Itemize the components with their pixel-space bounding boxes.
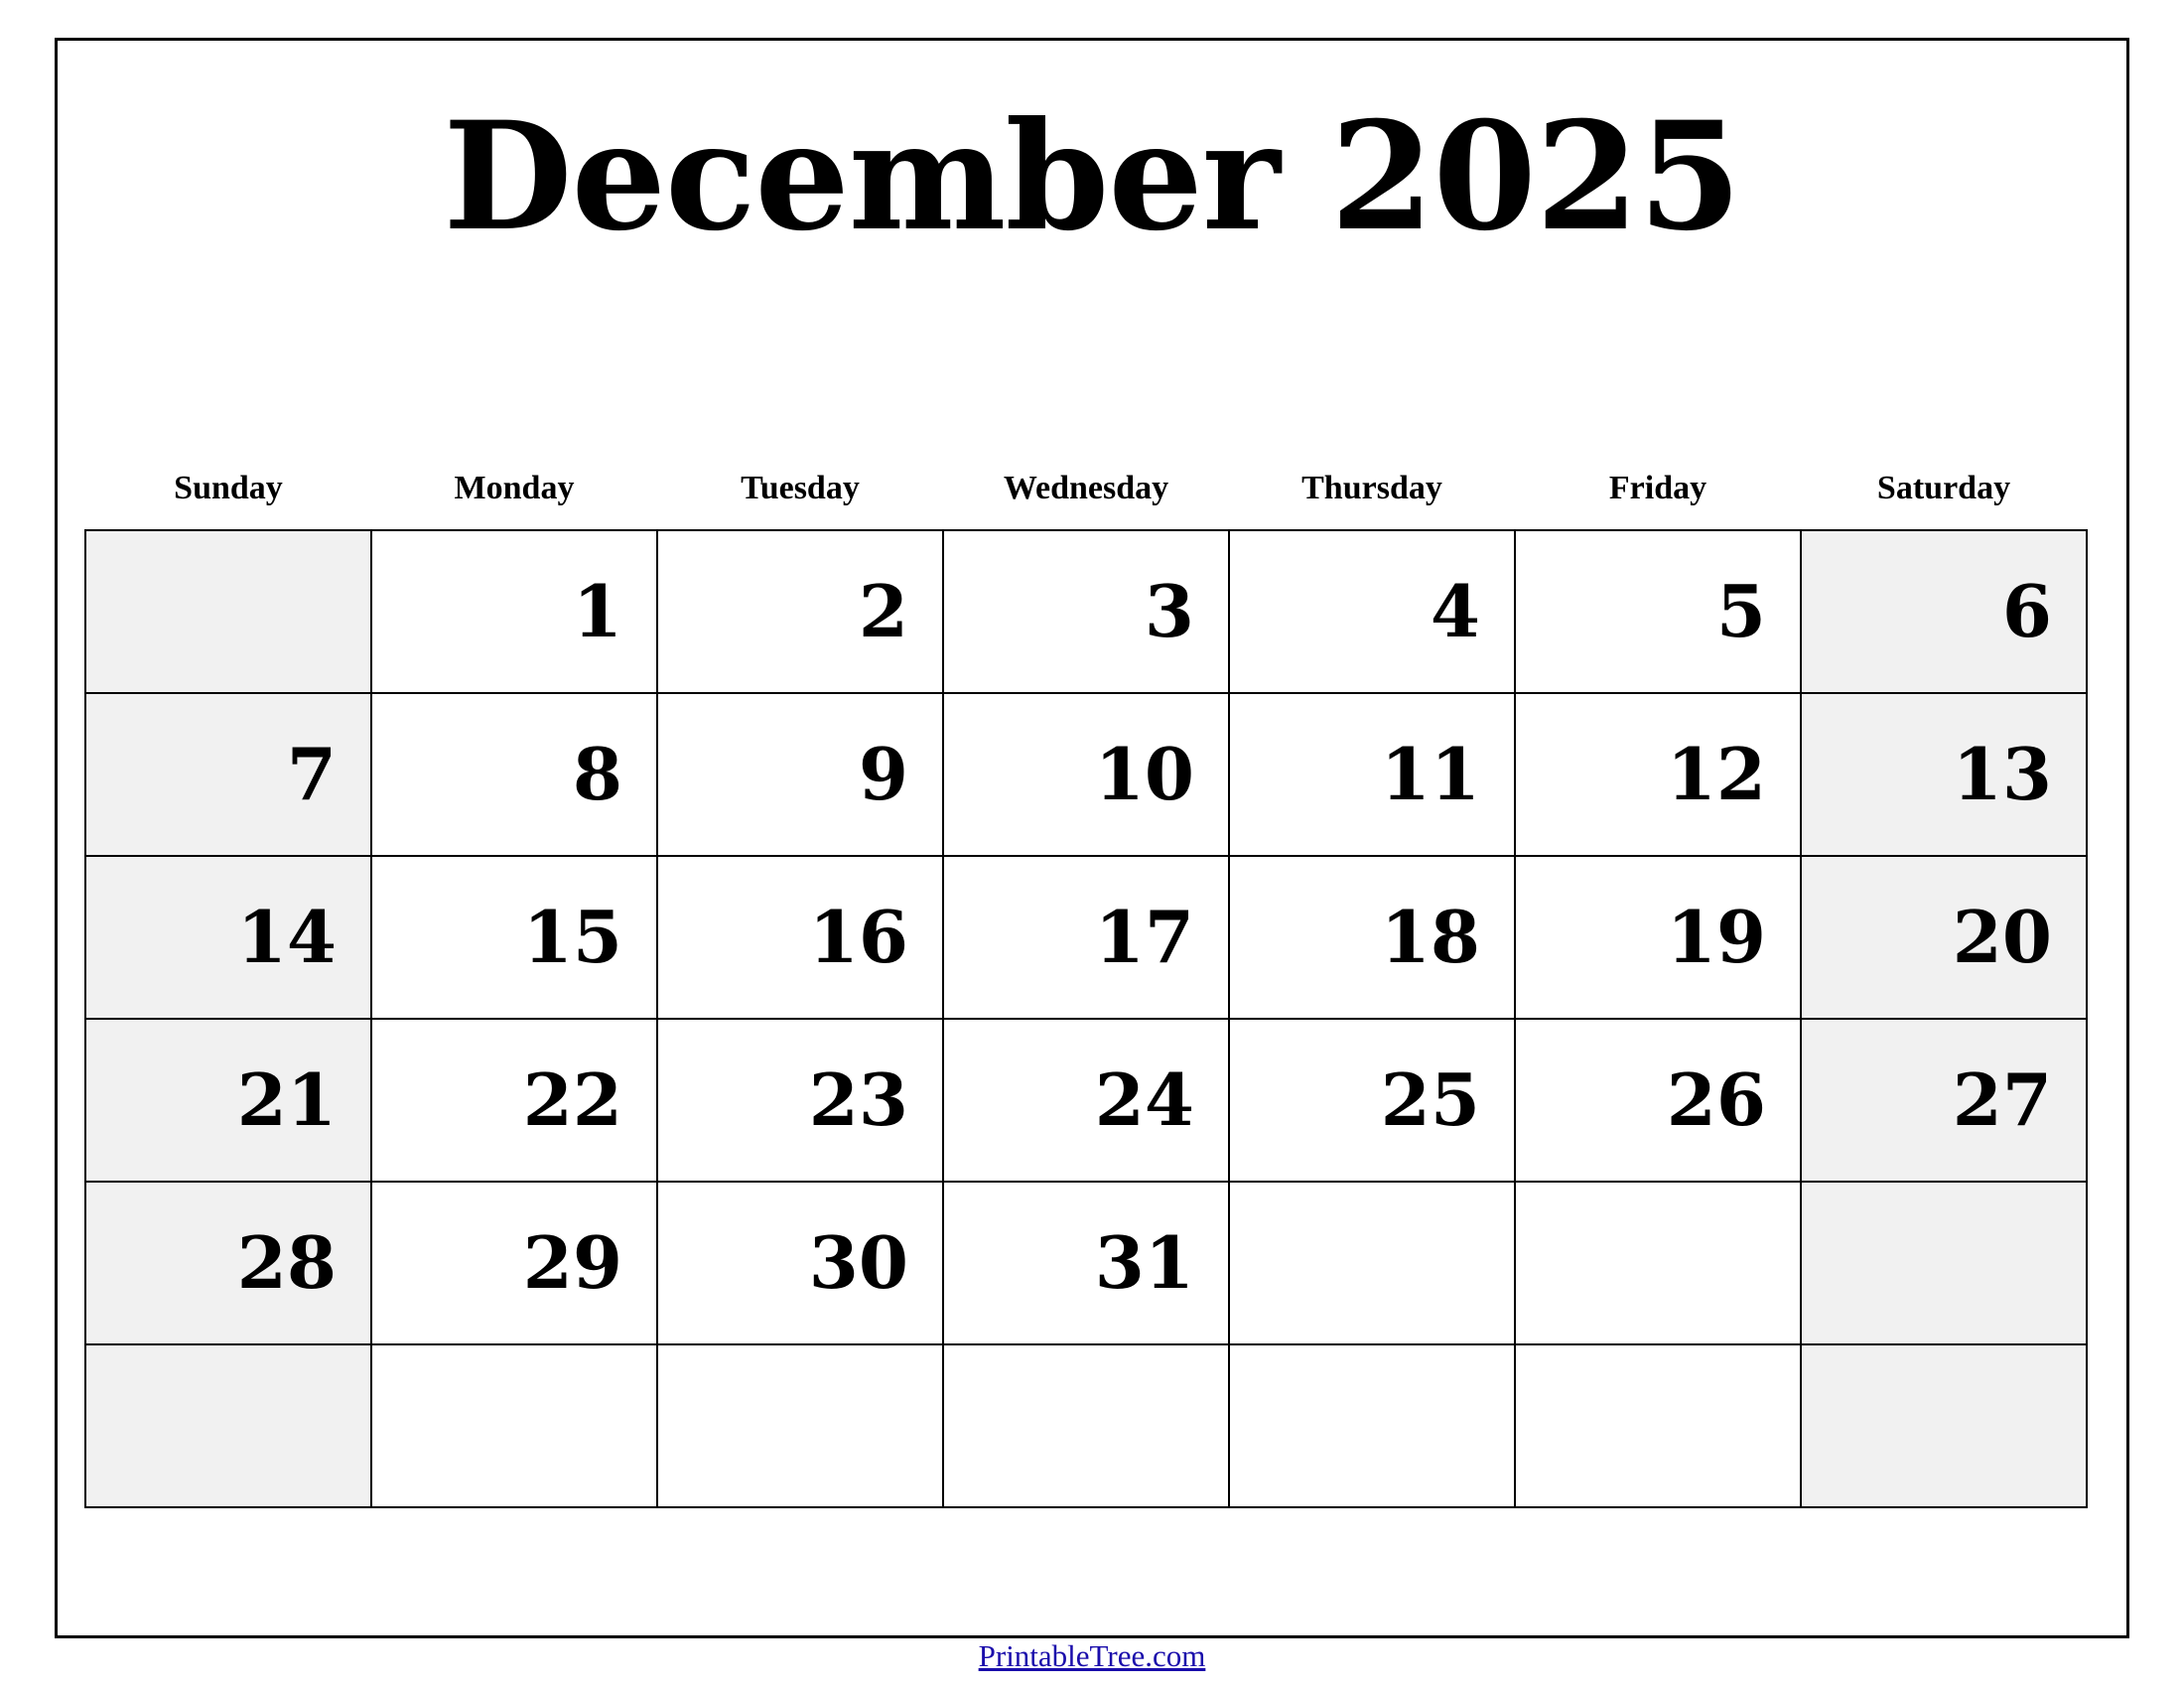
- day-number: 5: [1715, 569, 1766, 653]
- weekday-header-tuesday: Tuesday: [741, 470, 860, 506]
- day-number: 30: [808, 1220, 908, 1305]
- day-number: 3: [1144, 569, 1194, 653]
- calendar-day-cell[interactable]: [657, 530, 943, 693]
- day-number: 15: [522, 895, 622, 979]
- calendar-day-cell[interactable]: [943, 1182, 1229, 1344]
- day-number: 7: [286, 732, 337, 816]
- day-number: 23: [808, 1057, 908, 1142]
- day-number: 12: [1666, 732, 1766, 816]
- calendar-day-cell[interactable]: [1801, 1019, 2087, 1182]
- day-number: 25: [1380, 1057, 1480, 1142]
- calendar-day-cell[interactable]: [1801, 1182, 2087, 1344]
- day-number: 21: [236, 1057, 337, 1142]
- day-number: 19: [1666, 895, 1766, 979]
- day-number: 26: [1666, 1057, 1766, 1142]
- calendar-day-cell[interactable]: [1229, 856, 1515, 1019]
- day-number: 8: [572, 732, 622, 816]
- day-number: 4: [1430, 569, 1480, 653]
- calendar-day-cell[interactable]: [1801, 530, 2087, 693]
- calendar-day-cell[interactable]: [1801, 1344, 2087, 1507]
- calendar-day-cell[interactable]: [371, 1344, 657, 1507]
- day-number: 18: [1380, 895, 1480, 979]
- calendar-day-cell[interactable]: [1229, 530, 1515, 693]
- weekday-header-thursday: Thursday: [1301, 470, 1442, 506]
- weekday-header-friday: Friday: [1608, 470, 1707, 506]
- calendar-day-cell[interactable]: [943, 693, 1229, 856]
- calendar-day-cell[interactable]: [1515, 856, 1801, 1019]
- calendar-day-cell[interactable]: [85, 1019, 371, 1182]
- calendar-day-cell[interactable]: [657, 1019, 943, 1182]
- weekday-header-monday: Monday: [454, 470, 575, 506]
- calendar-day-cell[interactable]: [943, 530, 1229, 693]
- calendar-day-cell[interactable]: [1801, 856, 2087, 1019]
- calendar-table: [84, 470, 2088, 1508]
- day-number: 2: [858, 569, 908, 653]
- day-number: 16: [808, 895, 908, 979]
- calendar-week-row: [85, 856, 2087, 1019]
- calendar-day-cell[interactable]: [1229, 1182, 1515, 1344]
- calendar-day-cell[interactable]: [371, 1182, 657, 1344]
- calendar-body: [85, 530, 2087, 1507]
- day-number: 31: [1094, 1220, 1194, 1305]
- calendar-day-cell[interactable]: [1515, 530, 1801, 693]
- calendar-day-cell[interactable]: [1229, 1344, 1515, 1507]
- calendar-day-cell[interactable]: [657, 693, 943, 856]
- calendar-day-cell[interactable]: [371, 1019, 657, 1182]
- calendar-day-cell[interactable]: [1229, 1019, 1515, 1182]
- calendar-day-cell[interactable]: [85, 530, 371, 693]
- day-number: 17: [1094, 895, 1194, 979]
- day-number: 28: [236, 1220, 337, 1305]
- calendar-grid: [84, 470, 2088, 1508]
- calendar-day-cell[interactable]: [943, 1344, 1229, 1507]
- day-number: 20: [1952, 895, 2052, 979]
- calendar-header-row: [85, 470, 2087, 530]
- calendar-sheet: [55, 38, 2129, 1638]
- day-number: 29: [522, 1220, 622, 1305]
- calendar-day-cell[interactable]: [85, 1182, 371, 1344]
- calendar-day-cell[interactable]: [1515, 1019, 1801, 1182]
- calendar-week-row: [85, 1019, 2087, 1182]
- weekday-header-sunday: Sunday: [174, 470, 283, 506]
- calendar-day-cell[interactable]: [371, 693, 657, 856]
- calendar-day-cell[interactable]: [371, 856, 657, 1019]
- calendar-week-row: [85, 1182, 2087, 1344]
- calendar-day-cell[interactable]: [1515, 693, 1801, 856]
- calendar-day-cell[interactable]: [371, 530, 657, 693]
- calendar-day-cell[interactable]: [1801, 693, 2087, 856]
- calendar-day-cell[interactable]: [85, 856, 371, 1019]
- calendar-day-cell[interactable]: [1515, 1182, 1801, 1344]
- day-number: 24: [1094, 1057, 1194, 1142]
- day-number: 14: [236, 895, 337, 979]
- calendar-day-cell[interactable]: [943, 1019, 1229, 1182]
- calendar-week-row: [85, 693, 2087, 856]
- day-number: 6: [2001, 569, 2052, 653]
- calendar-day-cell[interactable]: [943, 856, 1229, 1019]
- calendar-day-cell[interactable]: [657, 856, 943, 1019]
- calendar-day-cell[interactable]: [85, 693, 371, 856]
- calendar-day-cell[interactable]: [657, 1344, 943, 1507]
- calendar-week-row: [85, 1344, 2087, 1507]
- calendar-day-cell[interactable]: [1229, 693, 1515, 856]
- footer: [0, 1638, 2184, 1674]
- page-title: December 2025: [443, 89, 1741, 264]
- day-number: 11: [1380, 732, 1480, 816]
- source-link[interactable]: PrintableTree.com: [978, 1638, 1206, 1673]
- day-number: 13: [1952, 732, 2052, 816]
- calendar-day-cell[interactable]: [85, 1344, 371, 1507]
- calendar-day-cell[interactable]: [657, 1182, 943, 1344]
- day-number: 22: [522, 1057, 622, 1142]
- weekday-header-wednesday: Wednesday: [1003, 470, 1169, 506]
- day-number: 1: [572, 569, 622, 653]
- day-number: 27: [1952, 1057, 2052, 1142]
- day-number: 9: [858, 732, 908, 816]
- day-number: 10: [1094, 732, 1194, 816]
- calendar-day-cell[interactable]: [1515, 1344, 1801, 1507]
- weekday-header-saturday: Saturday: [1876, 470, 2011, 506]
- calendar-week-row: [85, 530, 2087, 693]
